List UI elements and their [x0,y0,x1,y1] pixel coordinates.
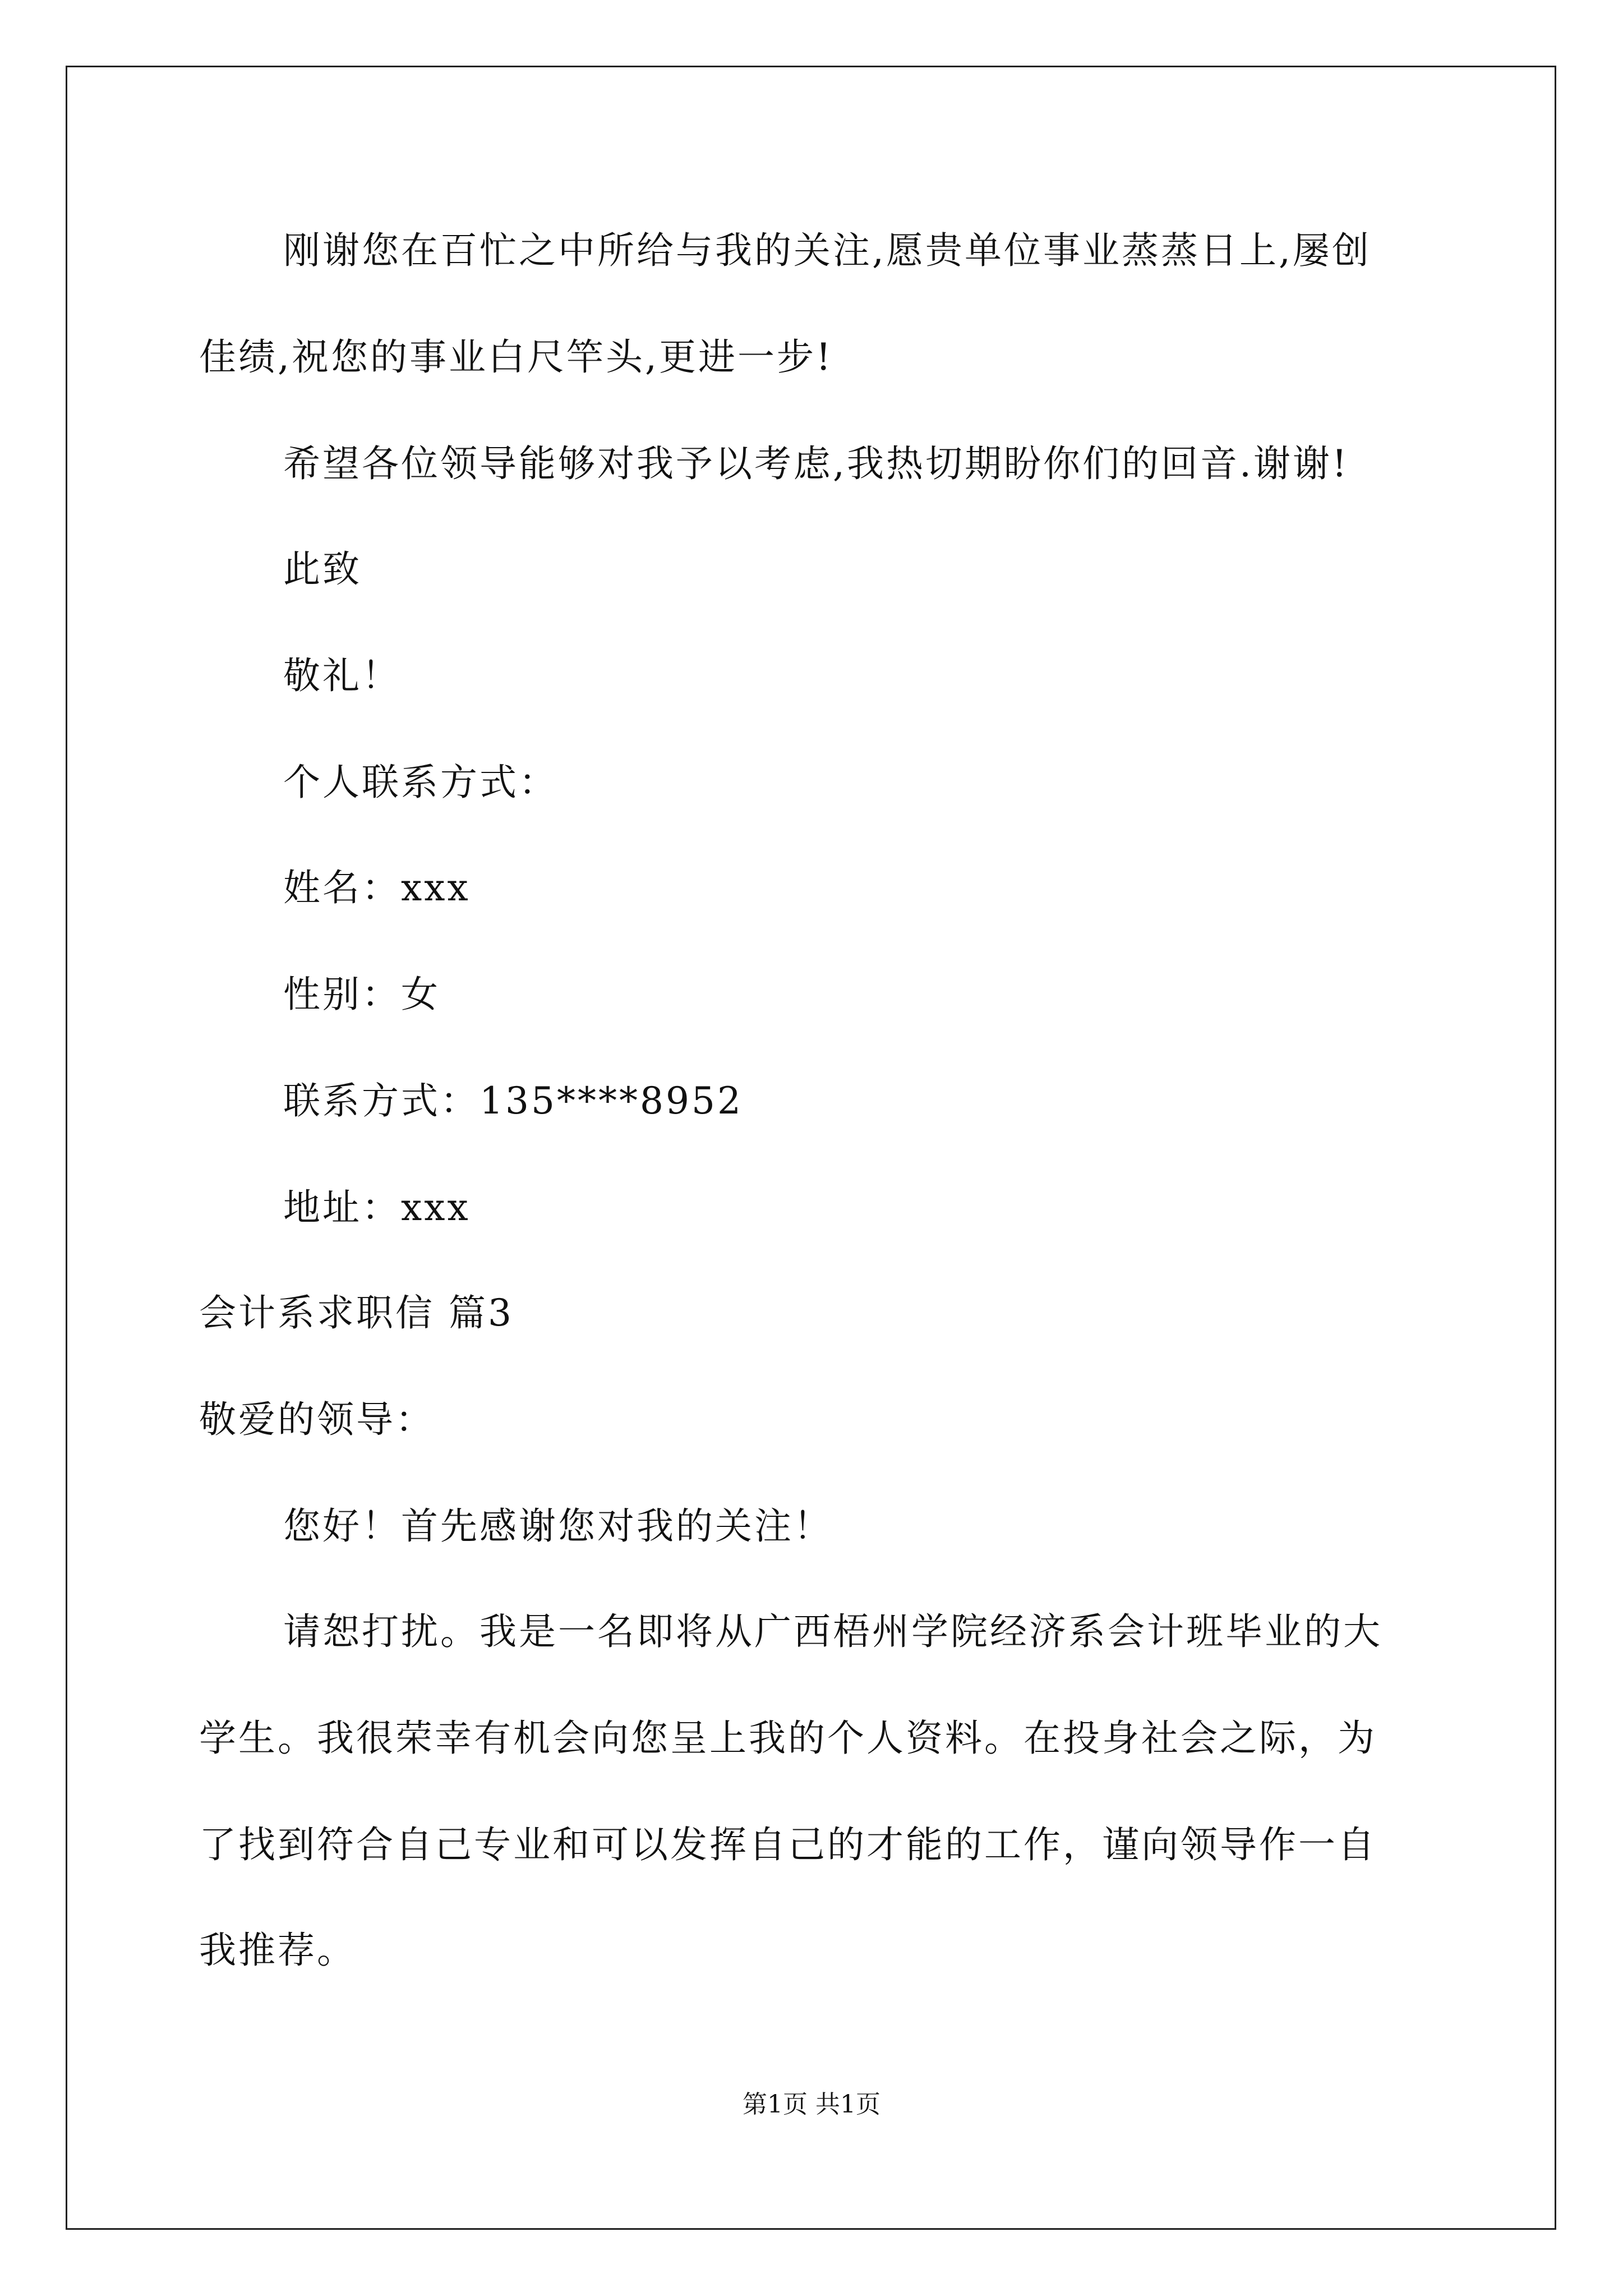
contact-gender: 性别：女 [283,973,440,1016]
paragraph-line: 了找到符合自己专业和可以发挥自己的才能的工作，谨向领导作一自 [199,1823,1377,1866]
paragraph-line: 刚谢您在百忙之中所给与我的关注,愿贵单位事业蒸蒸日上,屡创 [283,229,1371,272]
paragraph-line: 佳绩,祝您的事业白尺竿头,更进一步! [199,335,833,379]
paragraph-line: 希望各位领导能够对我予以考虑,我热切期盼你们的回音.谢谢! [283,442,1349,485]
contact-name: 姓名：xxx [283,866,471,909]
contact-address: 地址：xxx [283,1186,471,1229]
paragraph-line: 我推荐。 [199,1929,356,1972]
letter-greeting: 敬爱的领导： [199,1398,435,1441]
page-border [66,66,1556,2230]
page-number: 第1页 共1页 [743,2090,880,2119]
section-title: 会计系求职信 篇3 [199,1291,514,1335]
salutation-line: 敬礼！ [283,654,401,697]
closing-line: 此致 [283,547,362,591]
contact-phone: 联系方式：135****8952 [283,1079,743,1122]
paragraph-line: 您好！首先感谢您对我的关注！ [283,1504,833,1548]
paragraph-line: 学生。我很荣幸有机会向您呈上我的个人资料。在投身社会之际，为 [199,1717,1377,1760]
contact-heading: 个人联系方式： [283,761,558,804]
paragraph-line: 请恕打扰。我是一名即将从广西梧州学院经济系会计班毕业的大 [283,1610,1382,1653]
